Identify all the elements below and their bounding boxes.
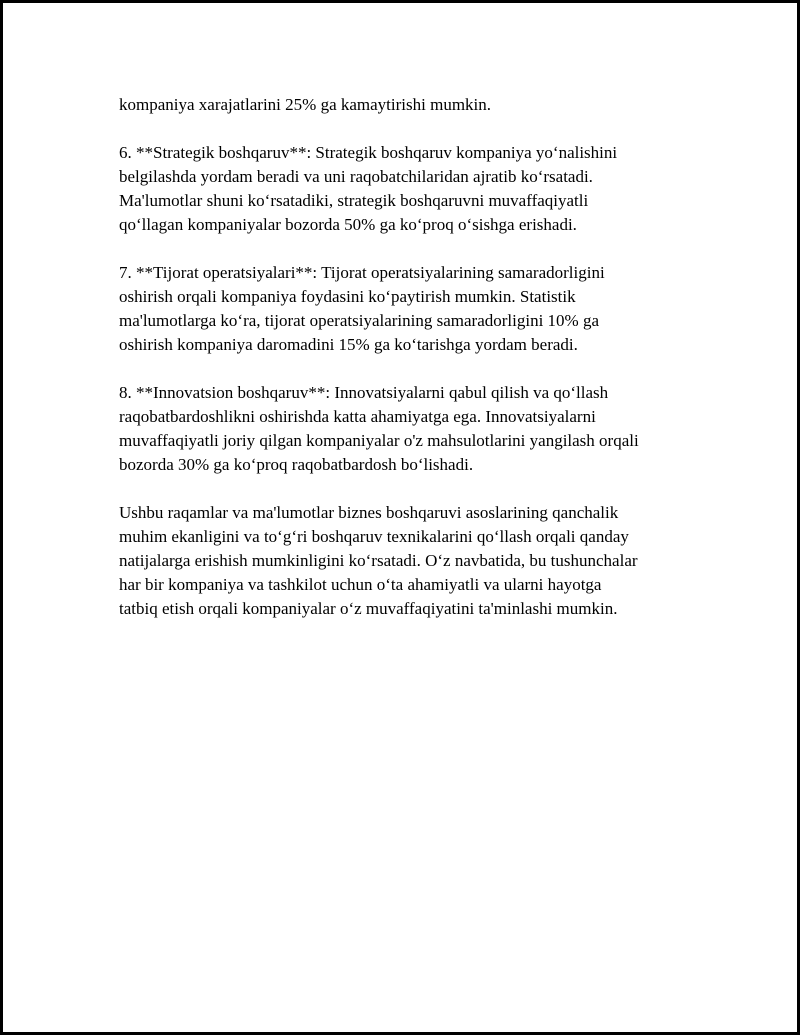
text-line: 7. **Tijorat operatsiyalari**: Tijorat operatsiyalarining samaradorligini: [119, 263, 605, 282]
text-line: har bir kompaniya va tashkilot uchun oʻta ahamiyatli va ularni hayotga: [119, 575, 602, 594]
text-line: muvaffaqiyatli joriy qilgan kompaniyalar o'z mahsulotlarini yangilash orqali: [119, 431, 639, 450]
paragraph-conclusion: [119, 501, 719, 621]
text-line: 8. **Innovatsion boshqaruv**: Innovatsiyalarni qabul qilish va qoʻllash: [119, 383, 609, 402]
text-line: muhim ekanligini va toʻgʻri boshqaruv texnikalarini qoʻllash orqali qanday: [119, 527, 629, 546]
paragraph-intro-tail: [119, 93, 719, 117]
paragraph-innovation-management: [119, 381, 719, 477]
document-body: [119, 93, 719, 645]
text-line: raqobatbardoshlikni oshirishda katta ahamiyatga ega. Innovatsiyalarni: [119, 407, 596, 426]
text-line: kompaniya xarajatlarini 25% ga kamaytirishi mumkin.: [119, 95, 492, 114]
paragraph-strategic-management: [119, 141, 719, 237]
paragraph-commercial-operations: [119, 261, 719, 357]
text-line: qoʻllagan kompaniyalar bozorda 50% ga koʻproq oʻsishga erishadi.: [119, 215, 577, 234]
text-line: tatbiq etish orqali kompaniyalar oʻz muvaffaqiyatini ta'minlashi mumkin.: [119, 599, 618, 618]
text-line: Ushbu raqamlar va ma'lumotlar biznes boshqaruvi asoslarining qanchalik: [119, 503, 619, 522]
text-line: natijalarga erishish mumkinligini koʻrsatadi. Oʻz navbatida, bu tushunchalar: [119, 551, 638, 570]
text-line: belgilashda yordam beradi va uni raqobatchilaridan ajratib koʻrsatadi.: [119, 167, 593, 186]
text-line: oshirish kompaniya daromadini 15% ga koʻtarishga yordam beradi.: [119, 335, 578, 354]
text-line: Ma'lumotlar shuni koʻrsatadiki, strategik boshqaruvni muvaffaqiyatli: [119, 191, 589, 210]
text-line: oshirish orqali kompaniya foydasini koʻpaytirish mumkin. Statistik: [119, 287, 576, 306]
text-line: 6. **Strategik boshqaruv**: Strategik boshqaruv kompaniya yoʻnalishini: [119, 143, 618, 162]
text-line: ma'lumotlarga koʻra, tijorat operatsiyalarining samaradorligini 10% ga: [119, 311, 600, 330]
text-line: bozorda 30% ga koʻproq raqobatbardosh boʻlishadi.: [119, 455, 474, 474]
